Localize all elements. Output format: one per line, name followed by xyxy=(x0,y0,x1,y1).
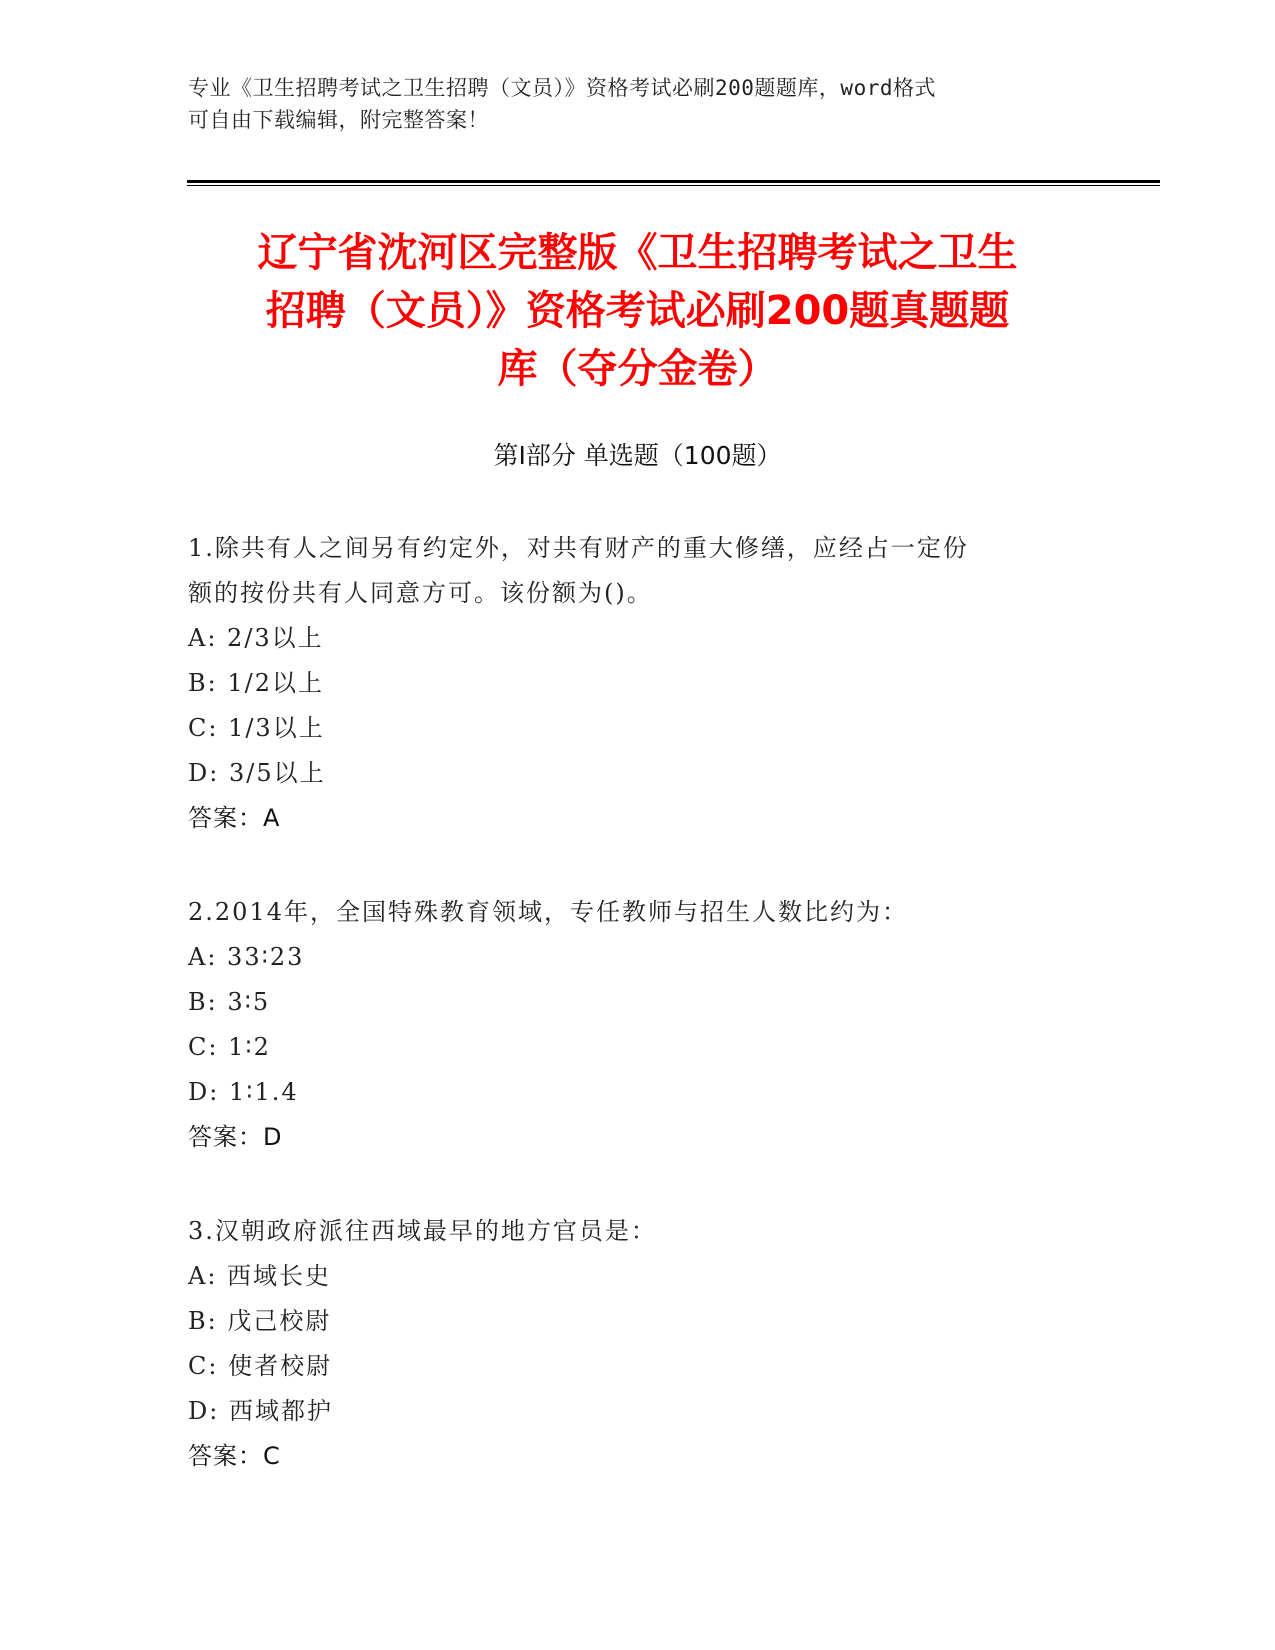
section-title: 第Ⅰ部分 单选题（100题） xyxy=(493,441,782,470)
question-text xyxy=(188,1209,1068,1254)
question-2 xyxy=(188,890,1068,1160)
question-text-line: 1.除共有人之间另有约定外，对共有财产的重大修缮，应经占一定份 xyxy=(188,534,969,562)
header-note xyxy=(188,72,1068,136)
document-title-line: 招聘（文员）》资格考试必刷200题真题题 xyxy=(265,288,1010,334)
header-divider-thick xyxy=(187,180,1160,183)
question-text xyxy=(188,526,1068,616)
question-text-line: 3.汉朝政府派往西域最早的地方官员是： xyxy=(188,1217,657,1245)
option-c: C: 使者校尉 xyxy=(188,1352,333,1380)
option-b: B: 戊己校尉 xyxy=(188,1307,332,1335)
answer: 答案：C xyxy=(188,1442,281,1470)
option-b: B: 3∶5 xyxy=(188,988,271,1016)
option-d: D: 西域都护 xyxy=(188,1397,333,1425)
option-a: A: 西域长史 xyxy=(188,1262,332,1290)
answer: 答案：D xyxy=(188,1123,283,1151)
question-3 xyxy=(188,1209,1068,1479)
option-d: D: 1∶1.4 xyxy=(188,1078,299,1106)
answer: 答案：A xyxy=(188,804,281,832)
document-title-line: 辽宁省沈河区完整版《卫生招聘考试之卫生 xyxy=(257,230,1018,276)
question-text xyxy=(188,890,1068,935)
option-a: A: 2/3以上 xyxy=(188,624,324,652)
document-title-line: 库（夺分金卷） xyxy=(497,346,778,392)
question-1 xyxy=(188,526,1068,841)
document-title xyxy=(150,224,1125,398)
header-note-line: 专业《卫生招聘考试之卫生招聘（文员）》资格考试必刷200题题库，word格式 xyxy=(188,76,936,100)
option-a: A: 33∶23 xyxy=(188,943,305,971)
header-divider-thin xyxy=(187,185,1160,186)
question-text-line: 2.2014年，全国特殊教育领域，专任教师与招生人数比约为： xyxy=(188,898,908,926)
header-note-line: 可自由下载编辑，附完整答案！ xyxy=(188,108,489,132)
option-b: B: 1/2以上 xyxy=(188,669,324,697)
option-d: D: 3/5以上 xyxy=(188,759,326,787)
question-text-line: 额的按份共有人同意方可。该份额为()。 xyxy=(188,579,653,607)
option-c: C: 1/3以上 xyxy=(188,714,325,742)
option-c: C: 1∶2 xyxy=(188,1033,271,1061)
